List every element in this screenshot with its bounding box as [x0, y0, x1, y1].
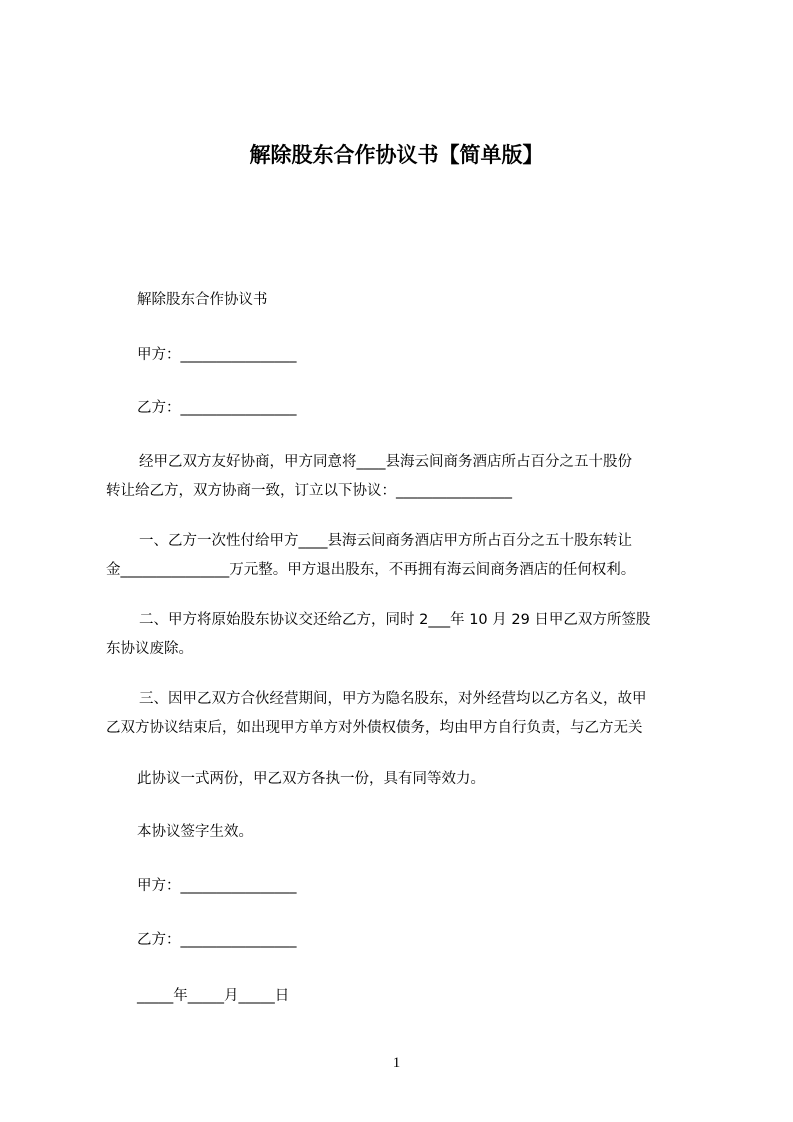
party-b-field: 乙方：________________: [137, 400, 297, 416]
intro-line-1: 经甲乙双方友好协商，甲方同意将____县海云间商务酒店所占百分之五十股份: [139, 454, 632, 470]
clause-3-line-2: 乙双方协议结束后，如出现甲方单方对外债权债务，均由甲方自行负责，与乙方无关: [106, 720, 643, 736]
sign-party-a: 甲方：________________: [137, 878, 297, 894]
clause-2-line-1: 二、甲方将原始股东协议交还给乙方，同时 2___年 10 月 29 日甲乙双方所签股: [139, 612, 651, 628]
document-title: 解除股东合作协议书【简单版】: [249, 143, 544, 167]
clause-2-line-2: 东协议废除。: [106, 641, 193, 657]
effective-clause: 本协议签字生效。: [137, 824, 253, 840]
page-number: 1: [392, 1055, 401, 1071]
clause-1-line-2: 金_______________万元整。甲方退出股东，不再拥有海云间商务酒店的任何权利。: [106, 562, 636, 578]
clause-1-line-1: 一、乙方一次性付给甲方____县海云间商务酒店甲方所占百分之五十股东转让: [139, 533, 632, 549]
clause-3-line-1: 三、因甲乙双方合伙经营期间，甲方为隐名股东，对外经营均以乙方名义，故甲: [139, 691, 647, 707]
sign-party-b: 乙方：________________: [137, 932, 297, 948]
intro-line-2: 转让给乙方，双方协商一致，订立以下协议：________________: [106, 483, 512, 499]
party-a-field: 甲方：________________: [137, 347, 297, 363]
sign-date: _____年_____月_____日: [137, 988, 290, 1004]
subtitle: 解除股东合作协议书: [137, 292, 268, 308]
copies-clause: 此协议一式两份，甲乙双方各执一份，具有同等效力。: [137, 771, 485, 787]
